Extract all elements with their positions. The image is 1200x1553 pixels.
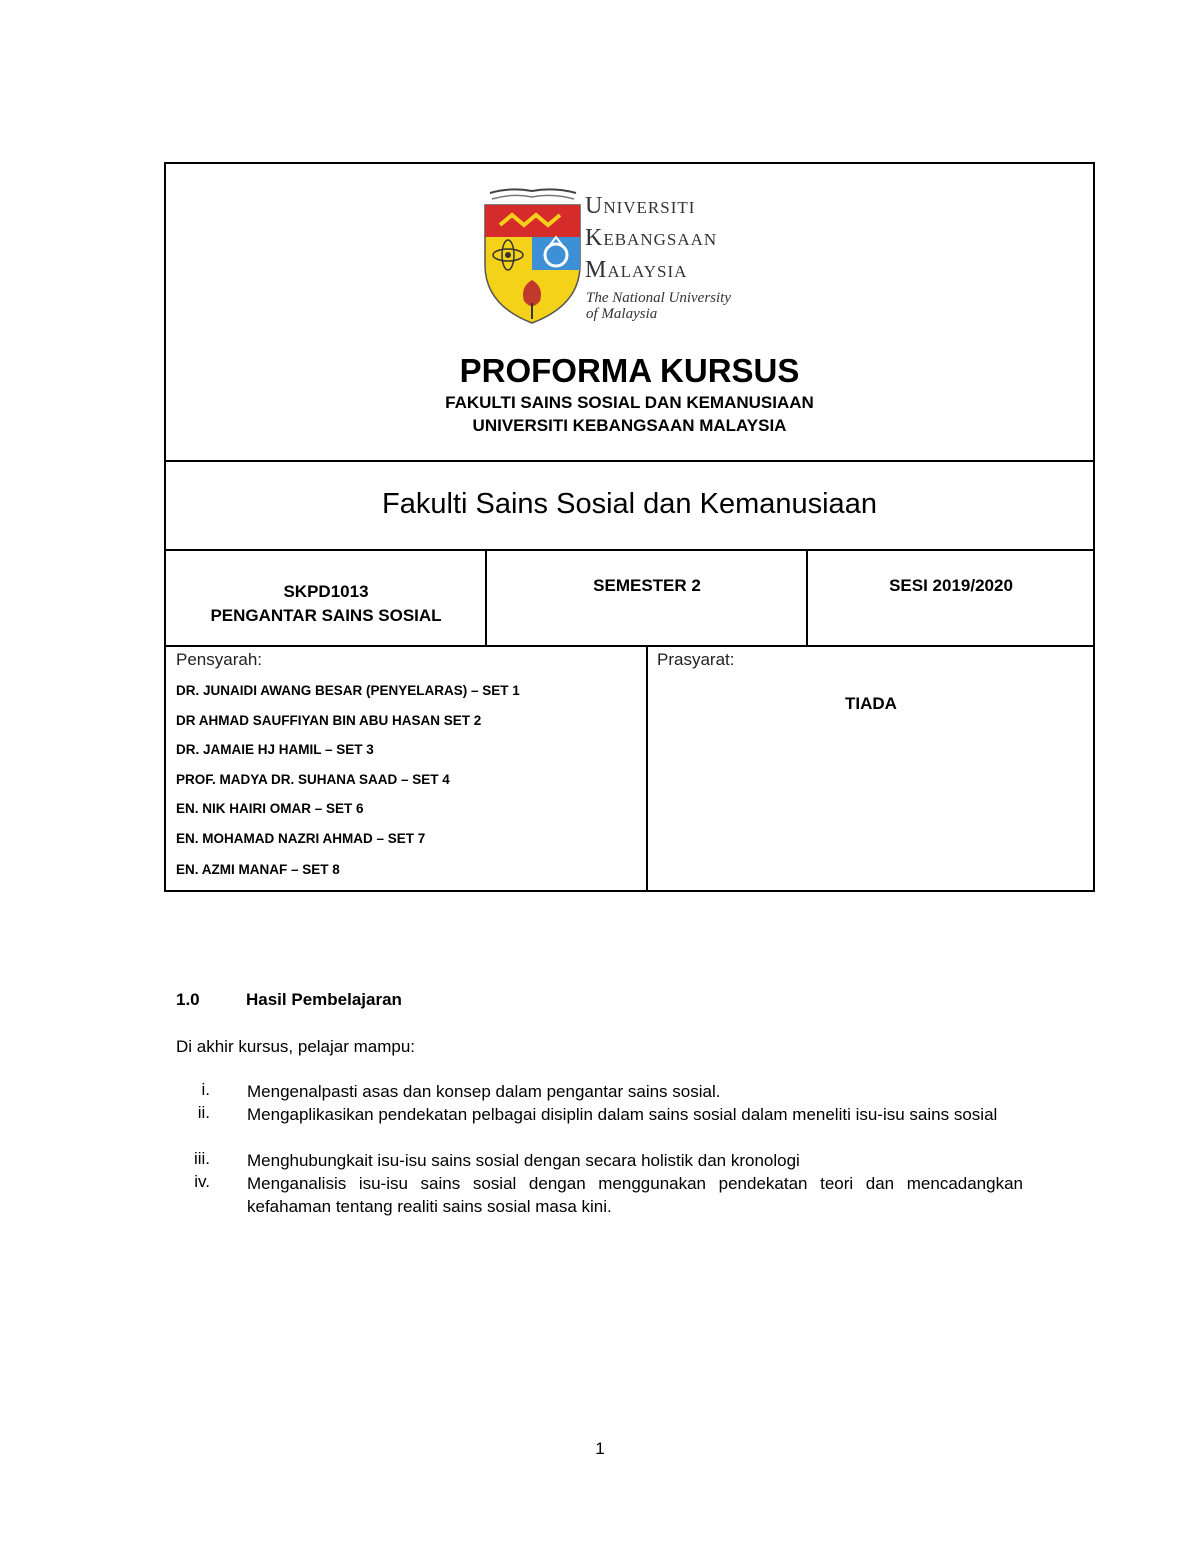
university-name-line: Universiti [585,193,696,219]
lecturer-item: PROF. MADYA DR. SUHANA SAAD – SET 4 [176,772,450,787]
university-name-line: Malaysia [585,257,688,283]
section-number: 1.0 [176,990,200,1009]
list-item-number: iii. [193,1149,210,1168]
session-cell: SESI 2019/2020 [889,576,1013,595]
prerequisite-value: TIADA [845,694,897,713]
university-name [585,190,717,286]
university-tagline [586,290,731,322]
page-title: PROFORMA KURSUS [459,352,800,389]
page-number: 1 [595,1439,605,1458]
list-item-number: iv. [194,1172,210,1191]
semester-cell: SEMESTER 2 [593,576,701,595]
university-name-line: Kebangsaan [585,225,718,251]
university-subtitle: UNIVERSITI KEBANGSAAN MALAYSIA [472,416,787,435]
list-item-text: Mengenalpasti asas dan konsep dalam pengantar sains sosial. [247,1082,721,1101]
tagline-line: The National University [586,290,731,306]
faculty-name: Fakulti Sains Sosial dan Kemanusiaan [382,488,877,520]
lecturers-label: Pensyarah: [176,650,262,669]
table-divider [164,549,1095,551]
table-divider [164,645,1095,647]
table-divider [164,460,1095,462]
lecturer-item: DR. JAMAIE HJ HAMIL – SET 3 [176,742,374,757]
course-cell [166,580,486,628]
list-item-text: Menganalisis isu-isu sains sosial dengan menggunakan pendekatan teori dan mencadangkan kefahaman tentang realiti sains sosial masa kini. [247,1174,1023,1216]
list-item-number: ii. [197,1103,210,1122]
table-divider [646,645,648,892]
lecturer-item: EN. AZMI MANAF – SET 8 [176,862,340,877]
lecturer-item: EN. NIK HAIRI OMAR – SET 6 [176,801,364,816]
lecturer-item: EN. MOHAMAD NAZRI AHMAD – SET 7 [176,831,426,846]
list-item-text: Mengaplikasikan pendekatan pelbagai disiplin dalam sains sosial dalam meneliti isu-isu sains sosial [247,1105,998,1124]
section-intro: Di akhir kursus, pelajar mampu: [176,1037,416,1056]
lecturer-item: DR. JUNAIDI AWANG BESAR (PENYELARAS) – SET 1 [176,683,520,698]
list-item-text: Menghubungkait isu-isu sains sosial dengan secara holistik dan kronologi [247,1151,800,1170]
course-code: SKPD1013 [283,582,369,601]
ukm-crest-icon [480,185,585,325]
section-title: Hasil Pembelajaran [246,990,402,1009]
list-item-number: i. [201,1080,210,1099]
course-name: PENGANTAR SAINS SOSIAL [210,606,442,625]
lecturer-item: DR AHMAD SAUFFIYAN BIN ABU HASAN SET 2 [176,713,482,728]
prerequisite-label: Prasyarat: [657,650,735,669]
faculty-subtitle: FAKULTI SAINS SOSIAL DAN KEMANUSIAAN [445,393,814,412]
tagline-line: of Malaysia [586,306,658,322]
table-divider [806,549,808,647]
